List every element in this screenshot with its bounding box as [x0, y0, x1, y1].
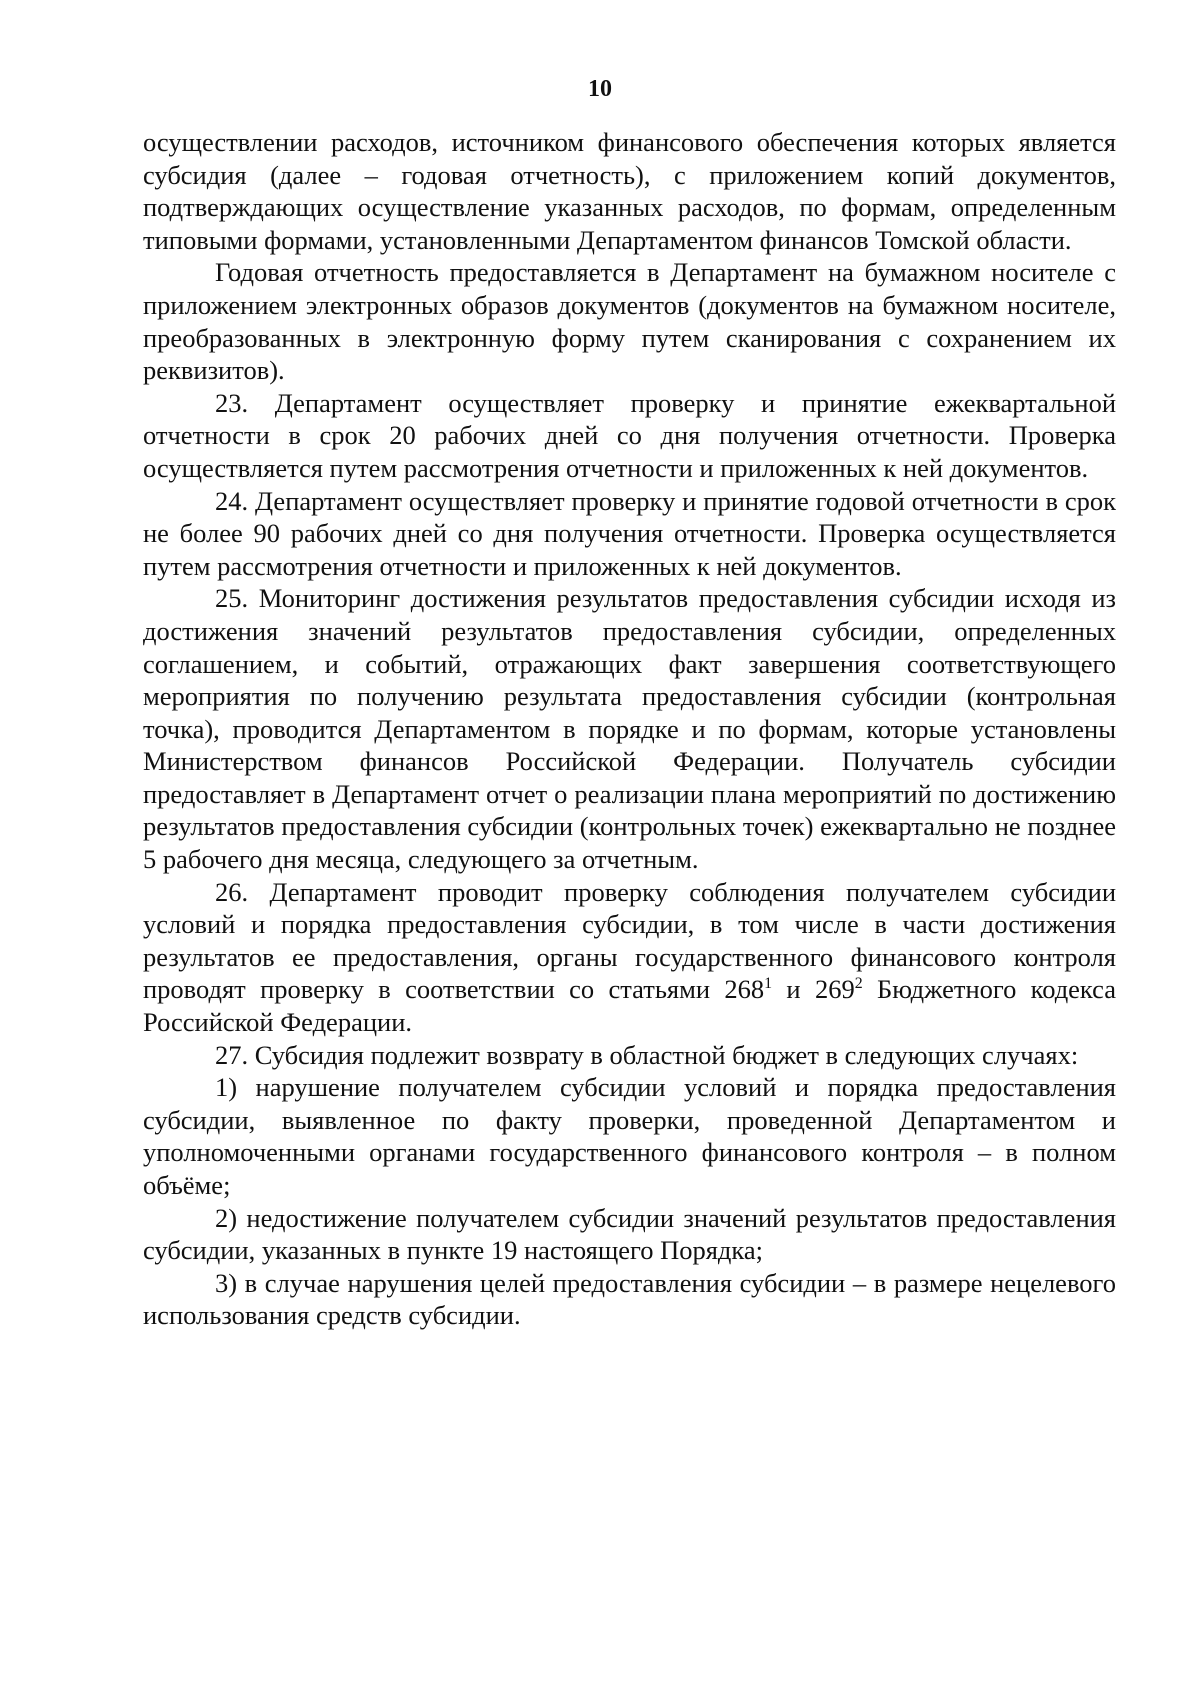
paragraph-26	[143, 876, 1116, 1039]
paragraph-27: 27. Субсидия подлежит возврату в областной бюджет в следующих случаях:	[215, 1039, 1079, 1070]
paragraph-24: 24. Департамент осуществляет проверку и принятие годовой отчетности в срок не более 90 рабочих дней со дня получения отчетности. Проверка осуществляется путем рассмотрения отчетности и приложенных к ней документов.	[143, 485, 1116, 581]
paragraph-26-text-after: Бюджетного кодекса Российской Федерации.	[143, 974, 1116, 1038]
paragraph-25: 25. Мониторинг достижения результатов предоставления субсидии исходя из достижения значений результатов предоставления субсидии, определенных соглашением, и событий, отражающих факт завершения соответствующего мероприятия по получению результата предоставления субсидии (контрольная точка), проводится Департаментом в порядке и по формам, которые установлены Министерством финансов Российской Федерации. Получатель субсидии предоставляет в Департамент отчет о реализации плана мероприятий по достижению результатов предоставления субсидии (контрольных точек) ежеквартально не позднее 5 рабочего дня месяца, следующего за отчетным.	[143, 583, 1116, 875]
paragraph-continuation: осуществлении расходов, источником финансового обеспечения которых является субсидия (далее – годовая отчетность), с приложением копий документов, подтверждающих осуществление указанных расходов, по формам, определенным типовыми формами, установленными Департаментом финансов Томской области.	[143, 127, 1116, 255]
paragraph-26-text-middle: и 269	[772, 974, 855, 1005]
paragraph-27-item-3: 3) в случае нарушения целей предоставления субсидии – в размере нецелевого использования средств субсидии.	[143, 1267, 1116, 1331]
superscript-article-269: 2	[854, 975, 863, 993]
page-number: 10	[588, 76, 612, 102]
paragraph-26-text-before: 26. Департамент проводит проверку соблюдения получателем субсидии условий и порядка предоставления субсидии, в том числе в части достижения результатов ее предоставления, органы государственного финансового контроля проводят проверку в соответствии со статьями 268	[143, 876, 1116, 1005]
paragraph-23: 23. Департамент осуществляет проверку и принятие ежеквартальной отчетности в срок 20 рабочих дней со дня получения отчетности. Проверка осуществляется путем рассмотрения отчетности и приложенных к ней документов.	[143, 387, 1116, 483]
superscript-article-268: 1	[764, 975, 773, 993]
paragraph-annual-reporting: Годовая отчетность предоставляется в Департамент на бумажном носителе с приложением электронных образов документов (документов на бумажном носителе, преобразованных в электронную форму путем сканирования с сохранением их реквизитов).	[143, 257, 1116, 386]
paragraph-27-item-1: 1) нарушение получателем субсидии условий и порядка предоставления субсидии, выявленное по факту проверки, проведенной Департаментом и уполномоченными органами государственного финансового контроля – в полном объёме;	[143, 1072, 1116, 1200]
paragraph-27-item-2: 2) недостижение получателем субсидии значений результатов предоставления субсидии, указанных в пункте 19 настоящего Порядка;	[143, 1202, 1116, 1266]
document-body	[143, 126, 1116, 1332]
